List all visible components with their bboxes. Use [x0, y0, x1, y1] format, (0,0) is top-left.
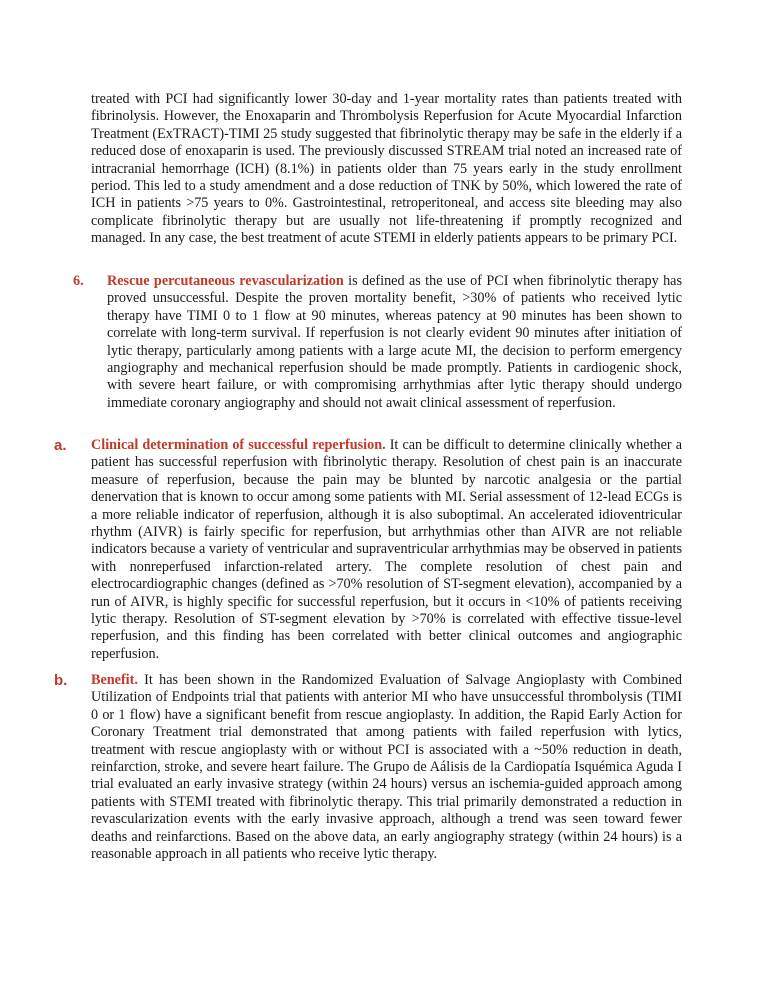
benefit-heading: Benefit.: [91, 672, 138, 688]
rescue-revascularization-paragraph: [107, 273, 682, 412]
clinical-determination-body: It can be difficult to determine clinically whether a patient has successful reperfusion with fibrinolytic therapy. Resolution of chest pain is an inaccurate measure of reperfusion, because the pain may be blunted by narcotic analgesia or the partial denervation that is known to occur among some patients with MI. Serial assessment of 12-lead ECGs is a more reliable indicator of reperfusion, although it is also suboptimal. An accelerated idioventricular rhythm (AIVR) is fairly specific for reperfusion, but arrhythmias other than AIVR are not reliable indicators because a variety of ventricular and supraventricular arrhythmias may be observed in patients with nonreperfused infarction-related artery. The complete resolution of chest pain and electrocardiographic changes (defined as >70% resolution of ST-segment elevation), accompanied by a run of AIVR, is highly specific for successful reperfusion, but it occurs in <10% of patients receiving lytic therapy. Resolution of ST-segment elevation by >70% is correlated with effective tissue-level reperfusion, and this finding has been correlated with better clinical outcomes and angiographic reperfusion.: [91, 437, 682, 662]
rescue-revascularization-heading: Rescue percutaneous revascularization: [107, 273, 344, 289]
rescue-revascularization-body: is defined as the use of PCI when fibrinolytic therapy has proved unsuccessful. Despite the proven mortality benefit, >30% of patients who received lytic therapy have TIMI 0 to 1 flow at 90 minutes, whereas patency at 90 minutes has been shown to correlate with long-term survival. If reperfusion is not clearly evident 90 minutes after initiation of lytic therapy, particularly among patients with a large acute MI, the decision to perform emergency angiography and mechanical reperfusion should be made promptly. Patients in cardiogenic shock, with severe heart failure, or with compromising arrhythmias after lytic therapy should undergo immediate coronary angiography and should not await clinical assessment of reperfusion.: [107, 273, 682, 411]
intro-paragraph: treated with PCI had significantly lower 30-day and 1-year mortality rates than patients treated with fibrinolysis. However, the Enoxaparin and Thrombolysis Reperfusion for Acute Myocardial Infarction Treatment (ExTRACT)-TIMI 25 study suggested that fibrinolytic therapy may be safe in the elderly if a reduced dose of enoxaparin is used. The previously discussed STREAM trial noted an increased rate of intracranial hemorrhage (ICH) (8.1%) in patients older than 75 years early in the study enrollment period. This led to a study amendment and a dose reduction of TNK by 50%, which lowered the rate of ICH in patients >75 years to 0%. Gastrointestinal, retroperitoneal, and access site bleeding may also complicate fibrinolytic therapy but are usually not life-threatening if promptly recognized and managed. In any case, the best treatment of acute STEMI in elderly patients appears to be primary PCI.: [91, 91, 682, 247]
clinical-determination-heading: Clinical determination of successful reperfusion.: [91, 437, 386, 453]
list-letter-a: a.: [54, 437, 67, 454]
list-number-6: 6.: [73, 273, 84, 289]
benefit-body: It has been shown in the Randomized Evaluation of Salvage Angioplasty with Combined Utilization of Endpoints trial that patients with anterior MI who have unsuccessful thrombolysis (TIMI 0 or 1 flow) have a significant benefit from rescue angioplasty. In addition, the Rapid Early Action for Coronary Treatment trial demonstrated that among patients with failed reperfusion with lytics, treatment with rescue angioplasty with or without PCI is associated with a ~50% reduction in death, reinfarction, stroke, and severe heart failure. The Grupo de Aálisis de la Cardiopatía Isquémica Aguda I trial evaluated an early invasive strategy (within 24 hours) versus an ischemia-guided approach among patients with STEMI treated with fibrinolytic therapy. This trial primarily demonstrated a reduction in revascularization events with the early invasive approach, although a trend was seen toward fewer deaths and reinfarctions. Based on the above data, an early angiography strategy (within 24 hours) is a reasonable approach in all patients who receive lytic therapy.: [91, 672, 682, 863]
benefit-paragraph: [91, 672, 682, 863]
list-letter-b: b.: [54, 672, 68, 689]
clinical-determination-paragraph: [91, 437, 682, 663]
